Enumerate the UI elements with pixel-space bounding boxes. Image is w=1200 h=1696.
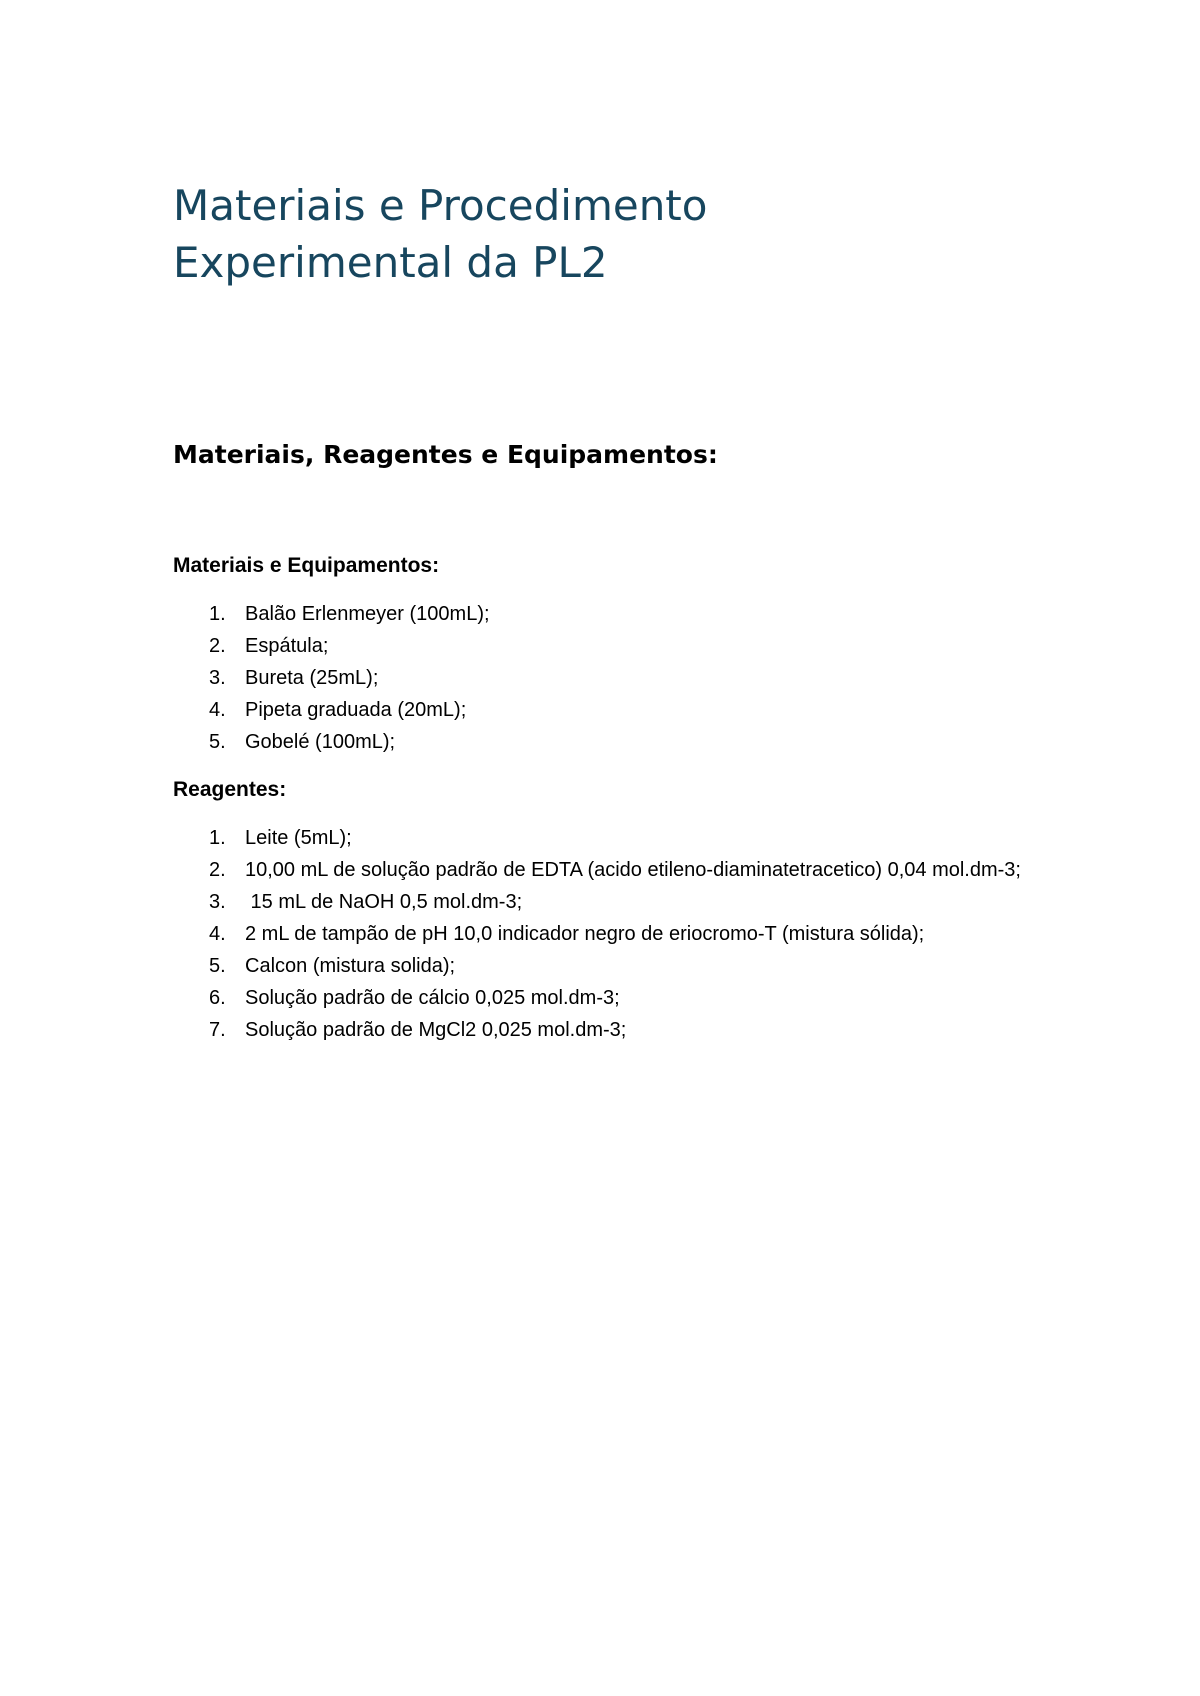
list-item-number: 5. bbox=[209, 731, 226, 753]
list-item-number: 7. bbox=[209, 1019, 226, 1041]
list-item bbox=[173, 918, 1053, 950]
list-item-text: 15 mL de NaOH 0,5 mol.dm-3; bbox=[245, 891, 523, 913]
materiais-list bbox=[173, 598, 1053, 758]
list-item bbox=[173, 694, 1053, 726]
list-item-text: Calcon (mistura solida); bbox=[245, 955, 456, 977]
page-title-line-1: Materiais e Procedimento bbox=[173, 181, 708, 230]
list-item-number: 6. bbox=[209, 987, 226, 1009]
list-item bbox=[173, 726, 1053, 758]
list-item-text: 2 mL de tampão de pH 10,0 indicador negro de eriocromo-T (mistura sólida); bbox=[245, 923, 925, 945]
list-item-text: Gobelé (100mL); bbox=[245, 731, 396, 753]
list-item-text: Bureta (25mL); bbox=[245, 667, 379, 689]
list-item-text: Solução padrão de MgCl2 0,025 mol.dm-3; bbox=[245, 1019, 627, 1041]
list-item bbox=[173, 630, 1053, 662]
list-item-number: 4. bbox=[209, 923, 226, 945]
list-item-number: 5. bbox=[209, 955, 226, 977]
list-item-number: 2. bbox=[209, 859, 226, 881]
list-item-text: Balão Erlenmeyer (100mL); bbox=[245, 603, 490, 625]
list-item-text: Espátula; bbox=[245, 635, 329, 657]
list-item-text: Pipeta graduada (20mL); bbox=[245, 699, 467, 721]
list-item bbox=[173, 598, 1053, 630]
reagentes-heading: Reagentes: bbox=[173, 778, 287, 801]
page-title-line-2: Experimental da PL2 bbox=[173, 238, 608, 287]
list-item-number: 3. bbox=[209, 667, 226, 689]
list-item-text: Solução padrão de cálcio 0,025 mol.dm-3; bbox=[245, 987, 620, 1009]
reagentes-list bbox=[173, 822, 1053, 1046]
materiais-heading: Materiais e Equipamentos: bbox=[173, 554, 440, 577]
list-item bbox=[173, 662, 1053, 694]
list-item bbox=[173, 950, 1053, 982]
list-item bbox=[173, 1014, 1053, 1046]
list-item-number: 2. bbox=[209, 635, 226, 657]
list-item-number: 1. bbox=[209, 603, 226, 625]
list-item-text: 10,00 mL de solução padrão de EDTA (acido etileno-diaminatetracetico) 0,04 mol.dm-3; bbox=[245, 859, 1021, 881]
list-item-number: 1. bbox=[209, 827, 226, 849]
page-title bbox=[173, 177, 1073, 291]
list-item bbox=[173, 886, 1053, 918]
list-item-text: Leite (5mL); bbox=[245, 827, 352, 849]
section-heading: Materiais, Reagentes e Equipamentos: bbox=[173, 440, 718, 469]
list-item bbox=[173, 854, 1053, 886]
list-item bbox=[173, 982, 1053, 1014]
list-item bbox=[173, 822, 1053, 854]
list-item-number: 3. bbox=[209, 891, 226, 913]
list-item-number: 4. bbox=[209, 699, 226, 721]
